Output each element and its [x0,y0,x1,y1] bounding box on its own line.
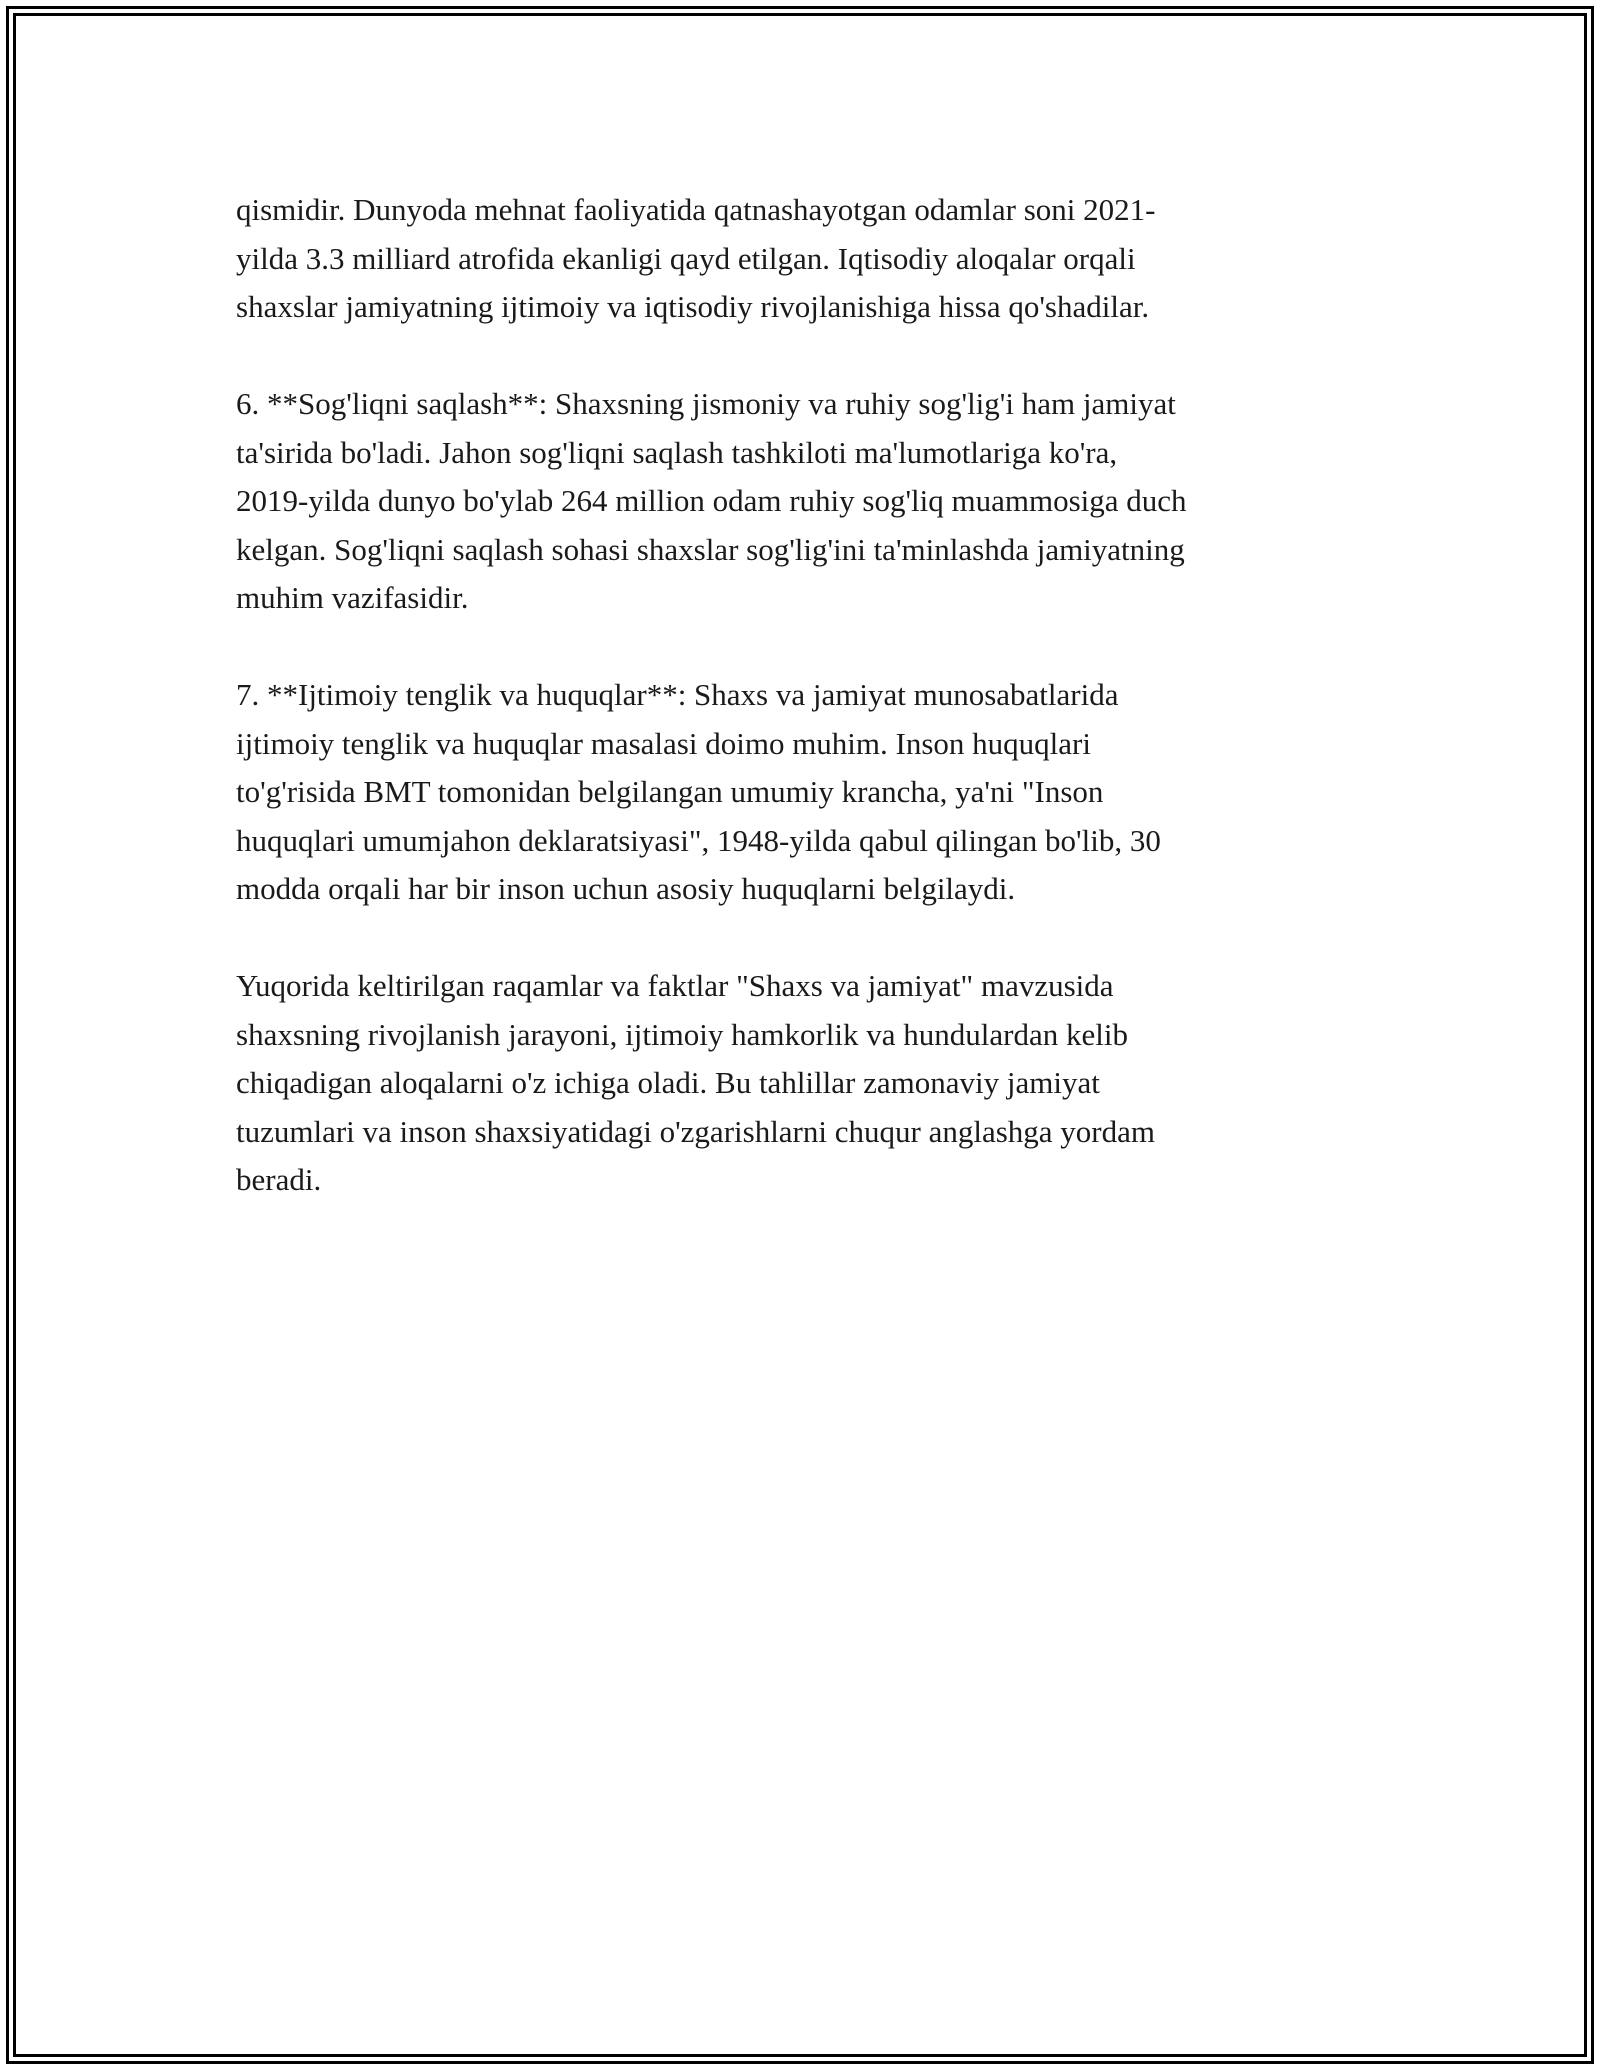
paragraph-social-equality: 7. **Ijtimoiy tenglik va huquqlar**: Shaxs va jamiyat munosabatlarida ijtimoiy tenglik va huquqlar masalasi doimo muhim. Inson huquqlari to'g'risida BMT tomonidan belgilangan umumiy krancha, ya'ni "Inson huquqlari umumjahon deklaratsiyasi", 1948-yilda qabul qilingan bo'lib, 30 modda orqali har bir inson uchun asosiy huquqlarni belgilaydi. [236,677,1161,906]
paragraph-economic-relations: qismidir. Dunyoda mehnat faoliyatida qatnashayotgan odamlar soni 2021- yilda 3.3 milliard atrofida ekanligi qayd etilgan. Iqtisodiy aloqalar orqali shaxslar jamiyatning ijtimoiy va iqtisodiy rivojlanishiga hissa qo'shadilar. [236,192,1156,324]
paragraph-conclusion: Yuqorida keltirilgan raqamlar va faktlar "Shaxs va jamiyat" mavzusida shaxsning rivojlanish jarayoni, ijtimoiy hamkorlik va hundulardan kelib chiqadigan aloqalarni o'z ichiga oladi. Bu tahlillar zamonaviy jamiyat tuzumlari va inson shaxsiyatidagi o'zgarishlarni chuqur anglashga yordam beradi. [236,968,1155,1197]
document-body [236,186,1366,1253]
paragraph-health-care: 6. **Sog'liqni saqlash**: Shaxsning jismoniy va ruhiy sog'lig'i ham jamiyat ta'sirida bo'ladi. Jahon sog'liqni saqlash tashkiloti ma'lumotlariga ko'ra, 2019-yilda dunyo bo'ylab 264 million odam ruhiy sog'liq muammosiga duch kelgan. Sog'liqni saqlash sohasi shaxslar sog'lig'ini ta'minlashda jamiyatning muhim vazifasidir. [236,386,1187,615]
